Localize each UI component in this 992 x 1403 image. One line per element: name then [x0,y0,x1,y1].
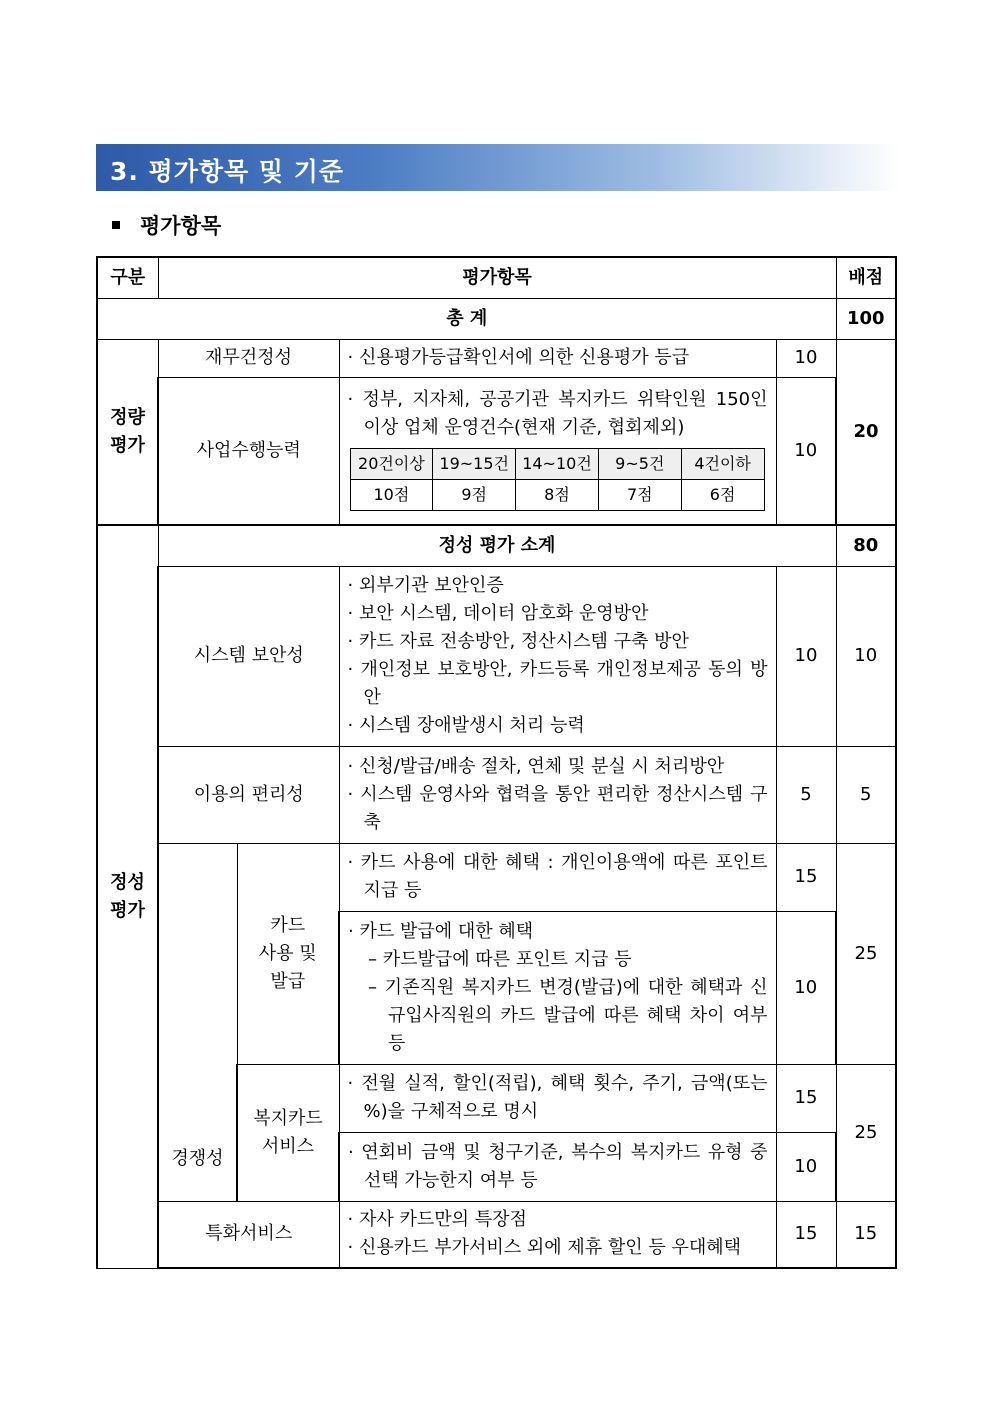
quantitative-label: 정량 평가 [97,339,158,525]
financial-item: · 신용평가등급확인서에 의한 신용평가 등급 [339,339,776,377]
scale-header: 19~15건 [433,449,516,480]
special-points: 15 [776,1201,836,1268]
scale-score: 7점 [598,480,681,511]
card-issue-items: · 카드 발급에 대한 혜택 – 카드발급에 따른 포인트 지급 등 – 기존직원 복지카드 변경(발급)에 대한 혜택과 신규입사직원의 카드 발급에 따른 혜택 차이 여부 등 [339,911,776,1064]
scale-header: 4건이하 [681,449,764,480]
total-label: 총 계 [97,298,836,339]
evaluation-table [96,256,897,1269]
service-performance-item: · 전월 실적, 할인(적립), 혜택 횟수, 주기, 금액(또는 %)을 구체적으로 명시 [339,1064,776,1132]
scale-header: 9~5건 [598,449,681,480]
section-banner [96,144,900,191]
security-total: 10 [836,566,896,746]
subheading-text: 평가항목 [140,214,222,238]
square-bullet-icon [112,221,120,229]
table-row [97,377,896,525]
performance-points: 10 [776,377,836,525]
scale-score: 6점 [681,480,764,511]
table-row [97,1201,896,1268]
card-group-total: 25 [836,843,896,1064]
qualitative-subtotal-points: 80 [836,525,896,566]
header-points: 배점 [836,257,896,298]
special-name: 특화서비스 [158,1201,339,1268]
subheading [112,210,221,240]
security-name: 시스템 보안성 [158,566,339,746]
qualitative-subtotal-label: 정성 평가 소계 [158,525,836,566]
security-points: 10 [776,566,836,746]
subtotal-row [97,525,896,566]
table-row [97,843,896,911]
service-fee-item: · 연회비 금액 및 청구기준, 복수의 복지카드 유형 중 선택 가능한지 여부 등 [339,1132,776,1201]
card-usage-points: 15 [776,843,836,911]
special-total: 15 [836,1201,896,1268]
convenience-name: 이용의 편리성 [158,746,339,843]
financial-points: 10 [776,339,836,377]
scale-score: 8점 [516,480,599,511]
financial-name: 재무건정성 [158,339,339,377]
competitiveness-name: 경쟁성 [158,843,237,1201]
card-issue-points: 10 [776,911,836,1064]
convenience-total: 5 [836,746,896,843]
table-row [97,746,896,843]
service-performance-points: 15 [776,1064,836,1132]
section-title: 3. 평가항목 및 기준 [110,157,345,186]
scale-score: 10점 [350,480,433,511]
header-items: 평가항목 [158,257,836,298]
scale-score: 9점 [433,480,516,511]
table-row [97,566,896,746]
total-row [97,298,896,339]
performance-name: 사업수행능력 [158,377,339,525]
special-items: · 자사 카드만의 특장점 · 신용카드 부가서비스 외에 제휴 할인 등 우대혜택 [339,1201,776,1268]
service-group-total: 25 [836,1064,896,1201]
security-items: · 외부기관 보안인증 · 보안 시스템, 데이터 암호화 운영방안 · 카드 자료 전송방안, 정산시스템 구축 방안 · 개인정보 보호방안, 카드등록 개인정보제공 동의 방안 · 시스템 장애발생시 처리 능력 [339,566,776,746]
welfare-card-service-label: 복지카드 서비스 [237,1064,339,1201]
card-usage-issue-label: 카드 사용 및 발급 [237,843,339,1064]
score-scale-table [350,448,765,511]
card-usage-item: · 카드 사용에 대한 혜택 : 개인이용액에 따른 포인트 지급 등 [339,843,776,911]
performance-item: · 정부, 지자체, 공공기관 복지카드 위탁인원 150인 이상 업체 운영건수(현재 기준, 협회제외) 20건이상 19~15건 14~10건 9~5건 4건이하 10점 9점 8점 7점 6점 [339,377,776,525]
scale-header: 14~10건 [516,449,599,480]
convenience-points: 5 [776,746,836,843]
total-points: 100 [836,298,896,339]
qualitative-label: 정성 평가 [97,525,158,1268]
table-row [97,339,896,377]
convenience-items: · 신청/발급/배송 절차, 연체 및 분실 시 처리방안 · 시스템 운영사와 협력을 통안 편리한 정산시스템 구축 [339,746,776,843]
scale-header: 20건이상 [350,449,433,480]
service-fee-points: 10 [776,1132,836,1201]
table-header-row [97,257,896,298]
quantitative-points: 20 [836,339,896,525]
header-category: 구분 [97,257,158,298]
